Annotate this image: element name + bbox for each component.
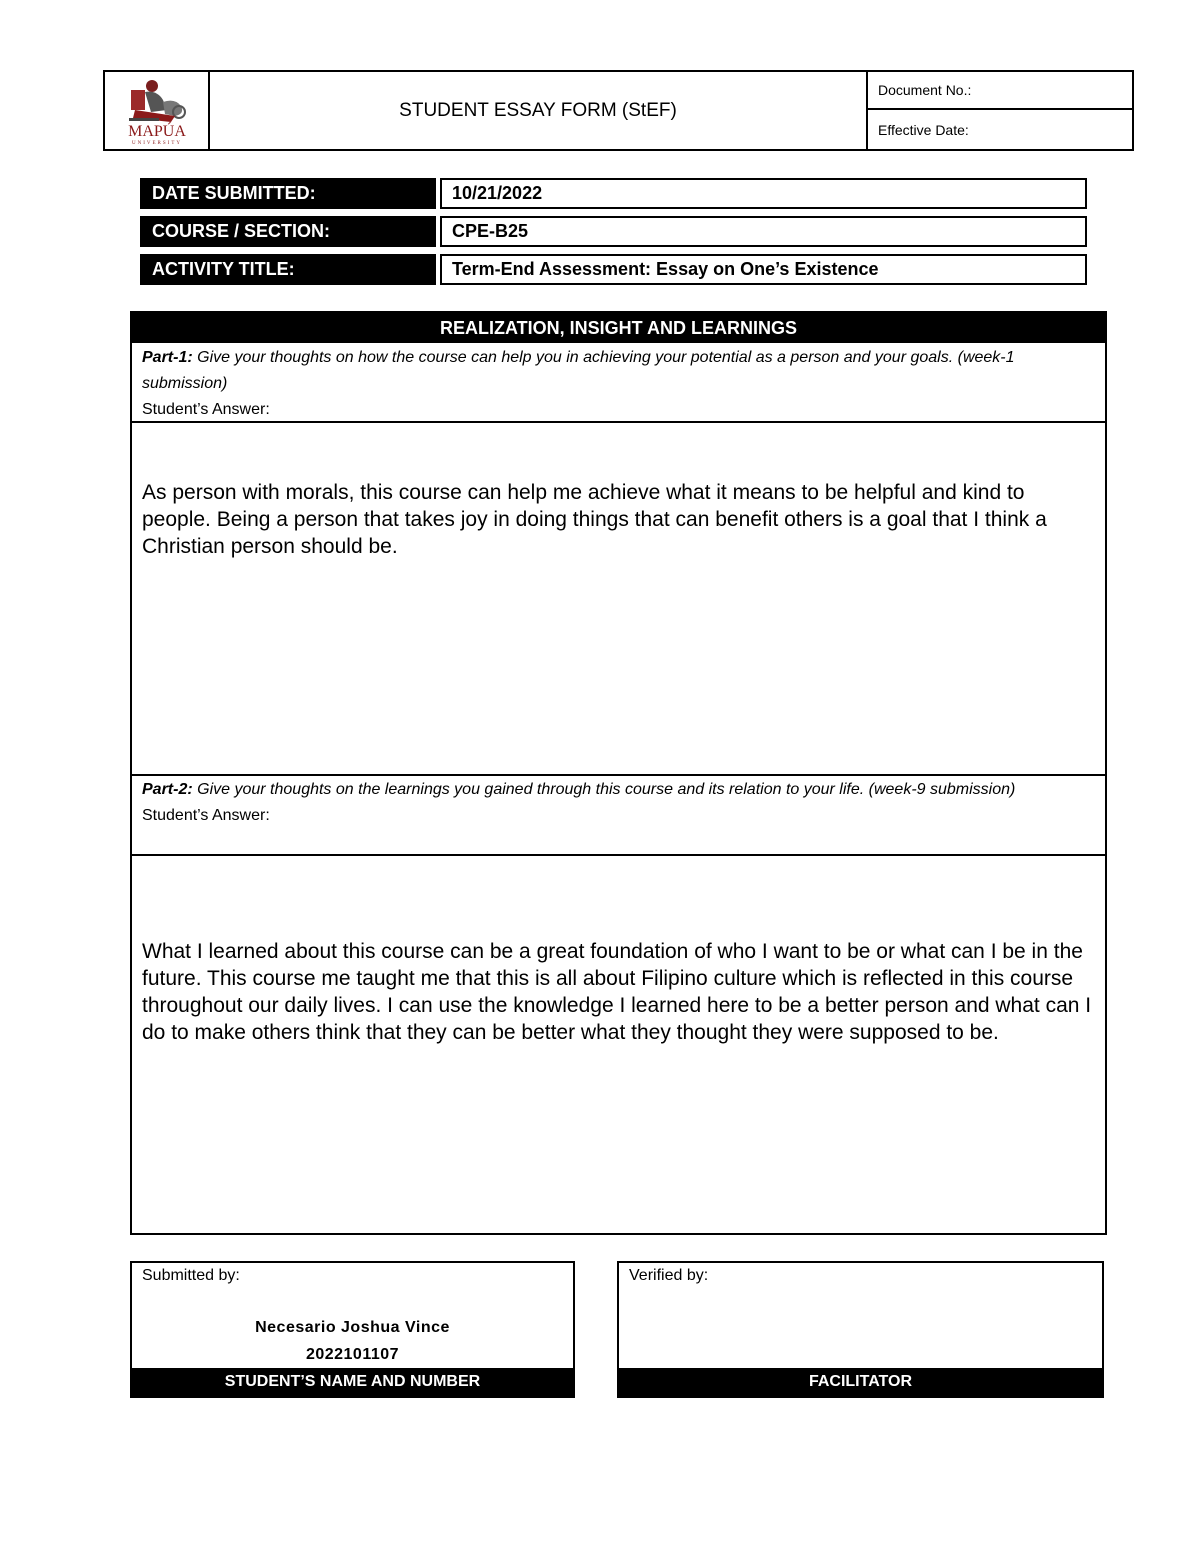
mapua-logo-icon [105,72,210,149]
part2-answer: What I learned about this course can be a great foundation of who I want to be or what can I be in the future. This course me taught me that this is all about Filipino culture which is reflected in this course throughout our daily lives. I can use the knowledge I learned here to be a better person and what can I do to make others think that they can be better what they thought they were supposed to be. [142,940,1092,1044]
student-number: 2022101107 [305,1346,400,1363]
activity-title-value: Term-End Assessment: Essay on One’s Existence [440,254,1087,285]
date-submitted-value: 10/21/2022 [440,178,1087,209]
section-heading: REALIZATION, INSIGHT AND LEARNINGS [132,313,1105,343]
course-section-label: COURSE / SECTION: [140,216,436,247]
part2-tag: Part-2: [142,781,193,798]
facilitator-footer: FACILITATOR [619,1368,1102,1396]
student-footer: STUDENT’S NAME AND NUMBER [132,1368,573,1396]
part1-tag: Part-1: [142,349,193,366]
part2-prompt-text: Give your thoughts on the learnings you gained through this course and its relation to your life. (week-9 submission) [192,781,1016,798]
logo-cell [105,72,210,149]
date-submitted-label: DATE SUBMITTED: [140,178,436,209]
part1-prompt-text: Give your thoughts on how the course can help you in achieving your potential as a person and your goals. (week-1 submission) [142,349,1015,392]
submitted-by-label: Submitted by: [142,1267,240,1284]
part1-answer-label: Student’s Answer: [142,401,270,418]
part1-answer: As person with morals, this course can help me achieve what it means to be helpful and kind to people. Being a person that takes joy in doing things that can benefit others is a goal that I think a Christian person should be. [142,481,1047,558]
part2-answer-label: Student’s Answer: [142,807,270,824]
part2-top-divider [132,774,1105,776]
part2-divider [132,854,1105,856]
form-title: STUDENT ESSAY FORM (StEF) [210,72,868,149]
document-meta [868,72,1132,149]
part1-divider [132,421,1105,423]
verified-by-label: Verified by: [629,1267,709,1284]
part1-prompt [142,345,1097,423]
part2-prompt [142,777,1097,829]
effective-date-label: Effective Date: [878,122,969,138]
activity-title-label: ACTIVITY TITLE: [140,254,436,285]
realization-section [130,311,1107,1235]
course-section-value: CPE-B25 [440,216,1087,247]
logo-subtext: UNIVERSITY [132,141,182,146]
logo-text: MAPÚA [128,123,186,140]
form-header [103,70,1134,151]
verified-by-box [617,1261,1104,1398]
submitted-by-box [130,1261,575,1398]
document-no-label: Document No.: [868,72,1132,110]
student-name: Necesario Joshua Vince [255,1319,450,1336]
